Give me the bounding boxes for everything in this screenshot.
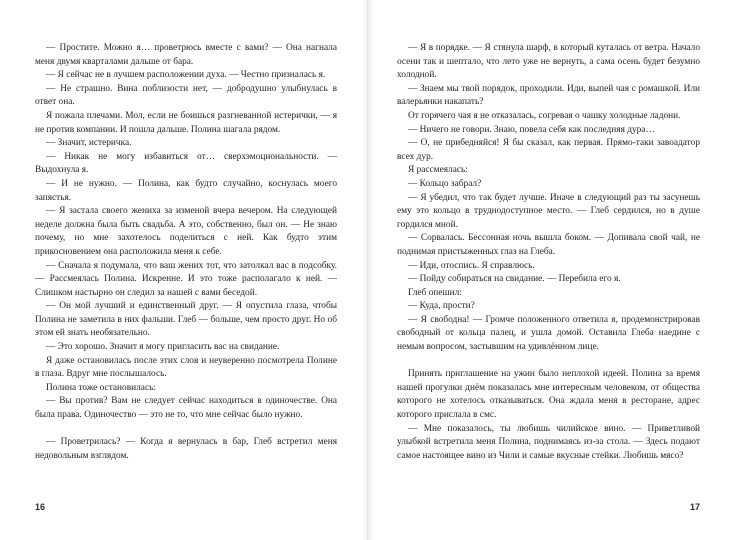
paragraph: Глеб опешил: [408,287,462,298]
right-page [368,0,735,540]
paragraph: — Я свободна! — Громче положенного ответила я, продемонстрировав свободный от кольца палец, и ушла домой. Оставила Глеба наедине с немым вопросом, застывшим на удивлённом лице. [397,314,700,353]
paragraph: От горячего чая я не отказалась, согревая о чашку холодные ладони. [408,110,681,121]
paragraph: — Значит, истеричка. [46,138,132,149]
left-page [0,0,367,540]
paragraph: Полина тоже остановилась: [46,382,156,393]
paragraph: — Ничего не говори. Знаю, повела себя как последняя дура… [408,124,655,135]
paragraph: — О, не прибедняйся! Я бы сказал, как первая. Прямо-таки завоадатор всех дур. [397,138,700,162]
paragraph: — Я в порядке. — Я стянула шарф, в который куталась от ветра. Начало осени так и шептало, что лето уже не вернуть, а сама осень будет безумно холодной. [397,43,700,81]
paragraph: — Я убедил, что так будет лучше. Иначе в следующий раз ты засунешь ему это кольцо в труднодоступное место. — Глеб сердился, но в душе гордился мной. [397,192,700,230]
book-gutter [362,0,374,540]
paragraph: — Сначала я подумала, что ваш жених тот, что затолкал вас в подсобку. — Рассмеялась Полина. Искренне. И это тоже располагало к ней. — Слишком настырно он следил за нашей с вами беседой. [35,260,337,298]
paragraph: — Простите. Можно я… проветрюсь вместе с вами? — Она нагнала меня двумя кварталами дальше от бара. [35,43,337,67]
paragraph: — Кольцо забрал? [408,178,482,189]
paragraph: — Не страшно. Вина поблизости нет, — добродушно улыбнулась в ответ она. [35,83,337,108]
page-number: 16 [35,502,46,512]
paragraph: Принять приглашение на ужин было неплохой идеей. Полина за время нашей прогулки днём показалась мне интересным человеком, от общества которого не хотелось отказываться. Она ждала меня в ресторане, адрес которого прислала в смс. [397,369,700,421]
page-number: 17 [689,502,700,512]
paragraph: — Никак не могу избавиться от… сверхэмоциональности. — Выдохнула я. [35,151,337,176]
paragraph: — Мне показалось, ты любишь чилийское вино. — Приветливой улыбкой встретила меня Полина, поднимаясь из-за стола. — Здесь подают самое настоящее вино из Чили и самые вкусные стейки. Любишь мясо? [397,423,700,461]
paragraph: — Вы против? Вам не следует сейчас находиться в одиночестве. Она была права. Одиночество — это не то, что мне сейчас было нужно. [35,396,337,421]
paragraph: Я даже остановилась после этих слов и неуверенно посмотрела Полине в глаза. Вдруг мне послышалось. [35,355,337,380]
paragraph: — Проветрилась? — Когда я вернулась в бар, Глеб встретил меня недовольным взглядом. [35,437,337,461]
paragraph: — Это хорошо. Значит я могу пригласить вас на свидание. [46,342,280,353]
paragraph: — Сорвалась. Бессонная ночь вышла боком. — Допивала свой чай, не поднимая пристыженных глаз на Глеба. [397,233,700,257]
paragraph: — И не нужно. — Полина, как будто случайно, коснулась моего запястья. [35,178,337,203]
paragraph: — Я сейчас не в лучшем расположении духа. — Честно призналась я. [46,70,326,81]
paragraph: Я пожала плечами. Мол, если не боишься разгневанной истерички, — я не против компании. И пошла дальше. Полина шагала рядом. [35,110,337,135]
left-page-text [35,42,337,463]
right-page-text [397,42,700,463]
paragraph: — Иди, отоспись. Я справлюсь. [408,260,535,271]
paragraph: — Он мой лучший и единственный друг. — Я опустила глаза, чтобы Полина не заметила в них фальши. Глеб — больше, чем просто друг. Но об этом ей знать необязательно. [35,301,337,339]
paragraph: — Пойду собираться на свидание. — Перебила его я. [408,274,621,285]
paragraph: — Знаем мы твой порядок, проходили. Иди, выпей чая с ромашкой. Или валерьянки накапать? [397,83,700,108]
paragraph: Я рассмеялась: [408,165,468,176]
paragraph: — Куда, прости? [408,301,475,312]
paragraph: — Я застала своего жениха за изменой вчера вечером. На следующей неделе должна была быть свадьба. А это, собственно, был он. — Не знаю почему, но мне захотелось поделиться с ней. Как будто этим прикосновением она расположила меня к себе. [35,206,337,257]
